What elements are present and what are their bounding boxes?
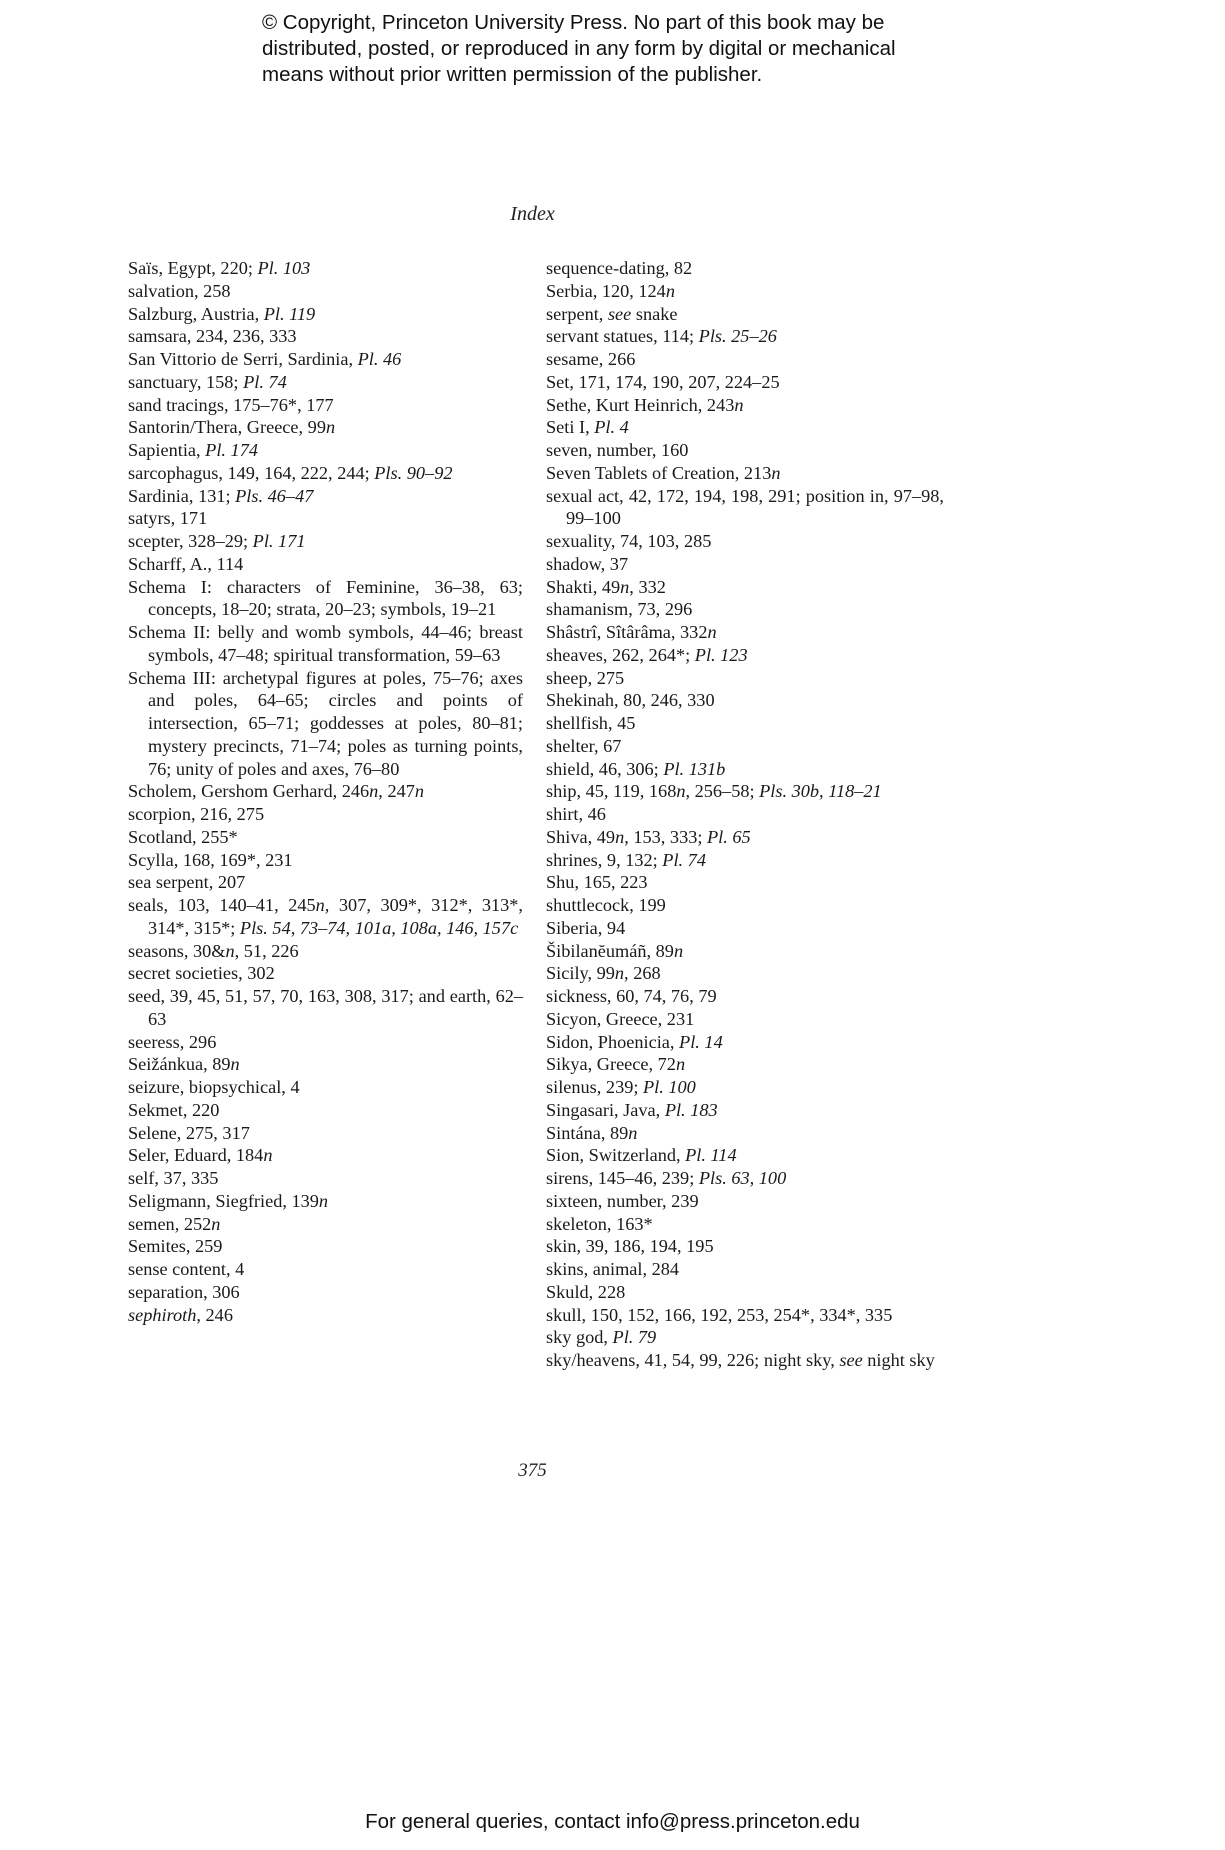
- index-entry: [546, 712, 944, 735]
- index-column-left: [128, 257, 523, 1326]
- index-entry: [546, 1099, 944, 1122]
- index-entry: [546, 1258, 944, 1281]
- index-entry: [128, 826, 523, 849]
- index-entry-text: seasons, 30&: [128, 940, 226, 961]
- index-entry: [546, 1076, 944, 1099]
- index-entry: [128, 280, 523, 303]
- index-entry: [128, 485, 523, 508]
- index-entry: [546, 621, 944, 644]
- index-entry-text: sequence-dating, 82: [546, 258, 693, 278]
- index-entry-text: seeress, 296: [128, 1031, 217, 1052]
- index-entry-text: Selene, 275, 317: [128, 1122, 250, 1143]
- index-entry-text: shirt, 46: [546, 804, 606, 824]
- index-entry-text: Shu, 165, 223: [546, 872, 648, 893]
- index-entry-italic: n: [225, 940, 235, 961]
- index-entry: [546, 849, 944, 872]
- index-entry-text: sand tracings, 175–76*, 177: [128, 394, 334, 415]
- index-entry-text: sesame, 266: [546, 349, 636, 369]
- index-entry-text: sea serpent, 207: [128, 872, 246, 893]
- index-entry-text: Salzburg, Austria,: [128, 303, 264, 324]
- index-entry-italic: n: [315, 895, 325, 915]
- index-entry: [128, 985, 523, 1031]
- index-entry-text: ship, 45, 119, 168: [546, 781, 677, 802]
- index-entry-text: Schema III: archetypal figures at poles, 75–76; axes and poles, 64–65; circles and points of intersection, 65–71; goddesses at poles, 80–81; mystery precincts, 71–74; poles as turning points, 76; unity of poles and axes, 76–80: [128, 667, 523, 779]
- index-entry-italic: n: [675, 1054, 686, 1075]
- index-entry: [546, 1304, 944, 1327]
- index-entry-text: skins, animal, 284: [546, 1259, 680, 1279]
- index-entry-text: seven, number, 160: [546, 440, 689, 460]
- index-entry-italic: Pls. 54, 73–74, 101a, 108a, 146, 157c: [239, 917, 519, 938]
- index-entry-text: Serbia, 120, 124: [546, 280, 666, 301]
- index-entry: [546, 1167, 944, 1190]
- index-entry: [128, 439, 523, 462]
- index-entry-italic: Pl. 74: [662, 849, 706, 870]
- index-entry-text: shield, 46, 306;: [546, 758, 664, 779]
- index-entry-text: shuttlecock, 199: [546, 895, 666, 915]
- index-entry-text: separation, 306: [128, 1281, 240, 1302]
- index-entry-text: Siberia, 94: [546, 917, 626, 938]
- index-entry: [546, 1008, 944, 1031]
- index-entry-text: sickness, 60, 74, 76, 79: [546, 986, 717, 1006]
- index-entry-italic: n: [414, 781, 424, 802]
- index-entry-italic: Pl. 174: [205, 440, 258, 460]
- page-title: Index: [510, 203, 555, 225]
- index-entry-text: Sikya, Greece, 72: [546, 1054, 676, 1075]
- index-entry: [128, 1053, 523, 1076]
- index-entry-text: sexual act, 42, 172, 194, 198, 291; position in, 97–98, 99–100: [546, 485, 944, 529]
- index-entry-text: shrines, 9, 132;: [546, 849, 663, 870]
- index-entry: [546, 485, 944, 531]
- index-entry-italic: Pl. 74: [243, 371, 287, 392]
- index-entry: [128, 462, 523, 485]
- index-entry-text: Sintána, 89: [546, 1122, 629, 1143]
- index-entry-text: Sapientia,: [128, 440, 206, 460]
- index-entry-text: sexuality, 74, 103, 285: [546, 531, 712, 551]
- index-entry-italic: n: [230, 1054, 240, 1075]
- index-entry: [546, 803, 944, 826]
- index-entry-text: Šibilanĕumáñ, 89: [546, 940, 674, 961]
- index-entry-text: , 153, 333;: [624, 826, 707, 847]
- index-entry-italic: Pl. 79: [612, 1327, 657, 1348]
- index-entry: [546, 371, 944, 394]
- index-entry-text: Skuld, 228: [546, 1281, 626, 1302]
- index-column-right: [546, 257, 944, 1372]
- index-entry-text: shadow, 37: [546, 553, 629, 574]
- index-entry-text: , 247: [378, 781, 415, 802]
- index-entry-italic: Pl. 119: [263, 303, 316, 324]
- index-entry-text: sky god,: [546, 1327, 613, 1348]
- index-entry: [546, 530, 944, 553]
- index-entry-text: sense content, 4: [128, 1259, 245, 1279]
- index-entry-text: sheaves, 262, 264*;: [546, 644, 695, 665]
- index-entry: [128, 1235, 523, 1258]
- index-entry-italic: Pls. 63, 100: [698, 1168, 787, 1188]
- index-entry-text: sarcophagus, 149, 164, 222, 244;: [128, 462, 375, 483]
- index-entry-text: Sekmet, 220: [128, 1099, 220, 1120]
- index-entry: [546, 894, 944, 917]
- index-entry-text: sheep, 275: [546, 667, 625, 688]
- index-entry: [546, 1190, 944, 1213]
- index-entry-italic: Pl. 46: [357, 349, 402, 369]
- index-entry-text: Sicyon, Greece, 231: [546, 1008, 695, 1029]
- index-entry-italic: Pls. 46–47: [235, 485, 314, 506]
- index-entry: [546, 780, 944, 803]
- index-entry-italic: Pl. 103: [257, 258, 311, 278]
- index-entry-text: Seti I,: [546, 417, 595, 438]
- index-entry-italic: n: [707, 622, 717, 642]
- index-entry: [128, 553, 523, 576]
- index-entry-text: seals, 103, 140–41, 245: [128, 895, 316, 915]
- index-entry-italic: Pls. 90–92: [374, 462, 453, 483]
- index-entry: [128, 1144, 523, 1167]
- index-entry-text: Shâstrî, Sîtârâma, 332: [546, 622, 708, 642]
- index-entry-text: Scharff, A., 114: [128, 553, 244, 574]
- index-entry-text: Shekinah, 80, 246, 330: [546, 690, 715, 711]
- index-entry-text: Seler, Eduard, 184: [128, 1145, 264, 1166]
- page-number: 375: [518, 1460, 547, 1481]
- index-entry-text: Scotland, 255*: [128, 826, 238, 847]
- index-entry-italic: n: [369, 781, 379, 802]
- index-entry-text: Sethe, Kurt Heinrich, 243: [546, 394, 735, 415]
- index-entry-text: Schema I: characters of Feminine, 36–38, 63; concepts, 18–20; strata, 20–23; symbols, 19–21: [128, 576, 523, 620]
- index-entry-text: self, 37, 335: [128, 1168, 219, 1188]
- index-entry-text: servant statues, 114;: [546, 326, 699, 347]
- index-entry: [128, 325, 523, 348]
- index-entry: [546, 325, 944, 348]
- index-entry-italic: n: [673, 940, 684, 961]
- index-entry: [546, 917, 944, 940]
- index-entry: [128, 1031, 523, 1054]
- index-entry-italic: n: [263, 1145, 273, 1166]
- index-entry: [128, 962, 523, 985]
- index-entry: [128, 507, 523, 530]
- index-entry: [128, 257, 523, 280]
- index-entry-text: Scholem, Gershom Gerhard, 246: [128, 781, 370, 802]
- index-entry: [128, 1122, 523, 1145]
- index-entry-text: secret societies, 302: [128, 963, 275, 984]
- index-entry-text: , 332: [629, 576, 666, 597]
- index-entry-text: scepter, 328–29;: [128, 531, 253, 551]
- index-entry-text: salvation, 258: [128, 280, 231, 301]
- index-entry: [546, 257, 944, 280]
- index-entry: [546, 1281, 944, 1304]
- index-entry: [128, 803, 523, 826]
- index-entry-italic: n: [614, 963, 625, 984]
- index-entry: [128, 894, 523, 940]
- index-entry-text: sixteen, number, 239: [546, 1190, 699, 1211]
- index-entry-italic: n: [620, 576, 630, 597]
- index-entry-text: night sky: [862, 1350, 935, 1370]
- index-entry-text: Shiva, 49: [546, 826, 616, 847]
- index-entry-text: sanctuary, 158;: [128, 371, 244, 392]
- index-entry-italic: n: [615, 826, 625, 847]
- index-entry-italic: Pl. 100: [643, 1077, 696, 1097]
- index-entry-text: shellfish, 45: [546, 713, 636, 733]
- index-entry: [546, 689, 944, 712]
- index-entry-text: serpent,: [546, 303, 608, 324]
- index-entry: [546, 553, 944, 576]
- index-entry: [546, 1144, 944, 1167]
- index-entry-text: Saïs, Egypt, 220;: [128, 258, 258, 278]
- index-entry: [128, 416, 523, 439]
- index-entry-italic: Pl. 65: [707, 826, 751, 847]
- index-entry: [546, 394, 944, 417]
- index-entry: [546, 348, 944, 371]
- index-entry-italic: n: [771, 462, 781, 483]
- index-entry-text: Sicily, 99: [546, 963, 615, 984]
- index-entry-italic: n: [628, 1122, 638, 1143]
- index-entry: [128, 1258, 523, 1281]
- index-entry: [546, 826, 944, 849]
- index-entry-italic: n: [676, 781, 686, 802]
- index-entry: [546, 1122, 944, 1145]
- index-entry: [546, 462, 944, 485]
- index-entry-text: skin, 39, 186, 194, 195: [546, 1236, 714, 1257]
- index-entry-text: satyrs, 171: [128, 508, 208, 529]
- index-entry-italic: n: [318, 1190, 329, 1211]
- index-entry: [128, 940, 523, 963]
- index-entry: [546, 735, 944, 758]
- index-entry: [128, 621, 523, 667]
- copyright-line: distributed, posted, or reproduced in any form by digital or mechanical: [262, 37, 896, 60]
- index-entry: [128, 1099, 523, 1122]
- index-entry: [546, 758, 944, 781]
- index-entry: [128, 348, 523, 371]
- index-entry-italic: Pls. 30b, 118–21: [759, 781, 882, 802]
- index-entry-text: semen, 252: [128, 1213, 212, 1234]
- index-entry-italic: Pl. 171: [252, 531, 306, 551]
- index-entry-italic: see: [839, 1350, 863, 1370]
- index-entry-text: , 246: [196, 1304, 233, 1325]
- index-entry-text: Schema II: belly and womb symbols, 44–46; breast symbols, 47–48; spiritual transformation, 59–63: [128, 622, 523, 665]
- index-entry-italic: n: [211, 1213, 221, 1234]
- index-entry-text: Shakti, 49: [546, 576, 621, 597]
- index-entry: [546, 1235, 944, 1258]
- index-entry-text: samsara, 234, 236, 333: [128, 326, 297, 347]
- index-entry-italic: see: [607, 303, 632, 324]
- copyright-line: means without prior written permission of the publisher.: [262, 63, 763, 86]
- index-entry: [546, 416, 944, 439]
- index-entry: [128, 576, 523, 622]
- index-entry-text: shamanism, 73, 296: [546, 599, 693, 620]
- index-entry-text: Scylla, 168, 169*, 231: [128, 849, 293, 870]
- index-entry: [546, 439, 944, 462]
- index-entry: [546, 280, 944, 303]
- index-entry: [128, 780, 523, 803]
- index-entry: [128, 667, 523, 781]
- index-entry-text: Sardinia, 131;: [128, 485, 236, 506]
- index-entry: [128, 1076, 523, 1099]
- index-entry: [128, 530, 523, 553]
- index-entry-text: , 307, 309*, 312*, 313*, 314*, 315*;: [148, 895, 523, 938]
- index-entry: [546, 985, 944, 1008]
- index-entry-italic: Pl. 114: [685, 1145, 737, 1166]
- index-entry: [128, 849, 523, 872]
- index-entry: [546, 667, 944, 690]
- index-entry: [128, 1190, 523, 1213]
- index-entry-text: Seligmann, Siegfried, 139: [128, 1190, 319, 1211]
- index-entry: [546, 1053, 944, 1076]
- index-entry: [128, 871, 523, 894]
- index-entry: [546, 1349, 944, 1372]
- index-entry: [546, 1326, 944, 1349]
- index-entry-text: , 256–58;: [685, 781, 760, 802]
- index-entry: [546, 871, 944, 894]
- index-entry-italic: Pl. 14: [679, 1031, 723, 1052]
- index-entry-text: Sion, Switzerland,: [546, 1145, 686, 1166]
- index-entry: [546, 1031, 944, 1054]
- index-entry-italic: Pl. 4: [594, 417, 629, 438]
- footer-contact: For general queries, contact info@press.princeton.edu: [365, 1810, 860, 1833]
- index-entry-text: Sidon, Phoenicia,: [546, 1031, 680, 1052]
- index-entry-text: skeleton, 163*: [546, 1213, 653, 1234]
- index-entry-italic: n: [665, 280, 675, 301]
- index-entry: [546, 940, 944, 963]
- index-entry: [546, 598, 944, 621]
- index-entry-text: snake: [631, 303, 678, 324]
- index-entry-text: Singasari, Java,: [546, 1099, 665, 1120]
- index-entry: [546, 576, 944, 599]
- index-entry-text: Seižánkua, 89: [128, 1054, 231, 1075]
- index-entry: [128, 1304, 523, 1327]
- index-entry-text: San Vittorio de Serri, Sardinia,: [128, 349, 358, 369]
- index-entry-italic: Pls. 25–26: [698, 326, 777, 347]
- index-entry-italic: n: [734, 394, 744, 415]
- index-entry: [128, 371, 523, 394]
- index-entry: [128, 303, 523, 326]
- index-entry: [546, 644, 944, 667]
- index-entry-text: , 51, 226: [234, 940, 299, 961]
- index-entry-italic: Pl. 183: [664, 1099, 718, 1120]
- index-entry: [128, 394, 523, 417]
- copyright-line: © Copyright, Princeton University Press. No part of this book may be: [262, 11, 885, 34]
- index-entry-text: seed, 39, 45, 51, 57, 70, 163, 308, 317; and earth, 62–63: [128, 986, 523, 1029]
- index-entry-text: Set, 171, 174, 190, 207, 224–25: [546, 371, 780, 392]
- index-entry-text: , 268: [624, 963, 661, 984]
- index-entry-text: Seven Tablets of Creation, 213: [546, 462, 772, 483]
- index-entry: [128, 1281, 523, 1304]
- index-entry-italic: Pl. 123: [694, 644, 748, 665]
- index-entry: [546, 303, 944, 326]
- index-entry: [546, 1213, 944, 1236]
- index-entry-text: scorpion, 216, 275: [128, 804, 265, 824]
- index-entry-italic: sephiroth: [128, 1304, 197, 1325]
- index-entry-text: Semites, 259: [128, 1236, 223, 1257]
- index-entry-text: sirens, 145–46, 239;: [546, 1168, 699, 1188]
- index-entry-text: shelter, 67: [546, 735, 622, 756]
- index-entry-text: Santorin/Thera, Greece, 99: [128, 417, 326, 438]
- index-entry-text: sky/heavens, 41, 54, 99, 226; night sky,: [546, 1350, 840, 1370]
- index-entry: [128, 1213, 523, 1236]
- index-entry: [128, 1167, 523, 1190]
- index-entry-text: silenus, 239;: [546, 1077, 643, 1097]
- index-entry-italic: n: [325, 417, 336, 438]
- index-entry: [546, 962, 944, 985]
- index-entry-text: seizure, biopsychical, 4: [128, 1077, 300, 1097]
- index-entry-italic: Pl. 131b: [663, 758, 726, 779]
- index-entry-text: skull, 150, 152, 166, 192, 253, 254*, 334*, 335: [546, 1304, 893, 1325]
- copyright-notice: [262, 10, 1022, 88]
